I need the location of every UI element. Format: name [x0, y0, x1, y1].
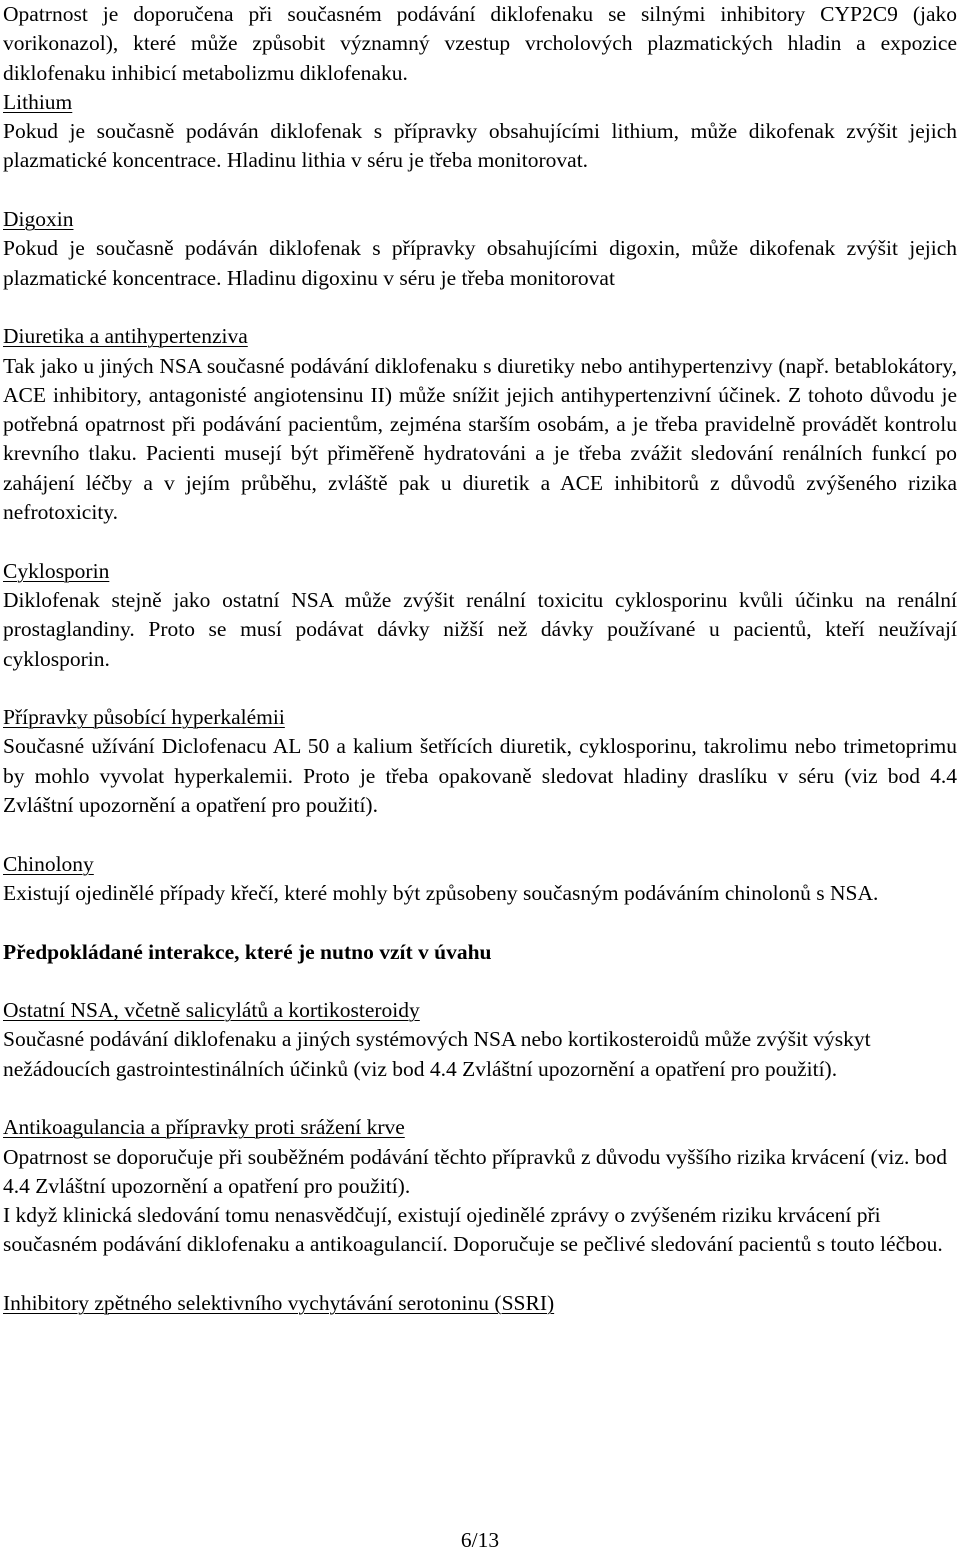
section-chinolony	[3, 850, 957, 909]
section-paragraph: Diklofenak stejně jako ostatní NSA může zvýšit renální toxicitu cyklosporinu kvůli účinku na renální prostaglandiny. Proto se musí podávat dávky nižší než dávky používané u pacientů, kteří neužívají cyklosporin.	[3, 587, 957, 671]
section-heading: Přípravky působící hyperkalémii	[3, 705, 285, 730]
section-heading: Antikoagulancia a přípravky proti srážení krve	[3, 1115, 405, 1140]
section-antikoagulancia	[3, 1113, 957, 1259]
section-paragraph: Existují ojedinělé případy křečí, které mohly být způsobeny současným podáváním chinolonů s NSA.	[3, 880, 879, 905]
section-heading: Chinolony	[3, 851, 94, 876]
section-lithium	[3, 88, 957, 176]
section-heading: Inhibitory zpětného selektivního vychytávání serotoninu (SSRI)	[3, 1291, 555, 1316]
section-ostatni-nsa	[3, 996, 957, 1084]
section-paragraph: Tak jako u jiných NSA současné podávání diklofenaku s diuretiky nebo antihypertenzivy (např. betablokátory, ACE inhibitory, antagonisté angiotensinu II) může snížit jejich antihypertenzivní účinek. Z tohoto důvodu je potřebná opatrnost při podávání pacientům, zejména starším osobám, a je třeba pravidelně provádět kontrolu krevního tlaku. Pacienti musejí být přiměřeně hydratováni a je třeba zvážit sledování renálních funkcí po zahájení léčby a v jejím průběhu, zvláště pak u diuretik a ACE inhibitorů z důvodů zvýšeného rizika nefrotoxicity.	[3, 353, 957, 525]
page-number: 6/13	[460, 1528, 500, 1552]
section-heading: Cyklosporin	[3, 558, 110, 583]
section-diuretika	[3, 322, 957, 527]
section-paragraph: Pokud je současně podáván diklofenak s přípravky obsahujícími digoxin, může dikofenak zvýšit jejich plazmatické koncentrace. Hladinu digoxinu v séru je třeba monitorovat	[3, 236, 957, 290]
document-page	[3, 0, 957, 1318]
main-heading: Předpokládané interakce, které je nutno vzít v úvahu	[3, 939, 492, 964]
section-paragraph: Opatrnost se doporučuje při souběžném podávání těchto přípravků z důvodu vyššího rizika krvácení (viz. bod 4.4 Zvláštní upozornění a opatření pro použití).	[3, 1144, 947, 1198]
section-paragraph: Současné užívání Diclofenacu AL 50 a kalium šetřících diuretik, cyklosporinu, takrolimu nebo trimetoprimu by mohlo vyvolat hyperkalemii. Proto je třeba opakovaně sledovat hladiny draslíku v séru (viz bod 4.4 Zvláštní upozornění a opatření pro použití).	[3, 734, 957, 818]
intro-paragraph: Opatrnost je doporučena při současném podávání diklofenaku se silnými inhibitory CYP2C9 (jako vorikonazol), které může způsobit významný vzestup vrcholových plazmatických hladin a expozice diklofenaku inhibicí metabolizmu diklofenaku.	[3, 2, 957, 85]
section-paragraph: Současné podávání diklofenaku a jiných systémových NSA nebo kortikosteroidů může zvýšit výskyt nežádoucích gastrointestinálních účinků (viz bod 4.4 Zvláštní upozornění a opatření pro použití).	[3, 1027, 871, 1081]
section-ssri	[3, 1289, 957, 1318]
section-heading: Diuretika a antihypertenziva	[3, 324, 248, 349]
section-paragraph: I když klinická sledování tomu nenasvědčují, existují ojedinělé zprávy o zvýšeném riziku krvácení při současném podávání diklofenaku a antikoagulancií. Doporučuje se pečlivé sledování pacientů s touto léčbou.	[3, 1203, 943, 1257]
section-cyklosporin	[3, 557, 957, 674]
section-paragraph: Pokud je současně podáván diklofenak s přípravky obsahujícími lithium, může dikofenak zvýšit jejich plazmatické koncentrace. Hladinu lithia v séru je třeba monitorovat.	[3, 119, 957, 173]
section-heading: Ostatní NSA, včetně salicylátů a kortikosteroidy	[3, 998, 420, 1023]
section-heading: Lithium	[3, 89, 73, 114]
section-heading: Digoxin	[3, 207, 74, 232]
section-digoxin	[3, 205, 957, 293]
section-hyperkalemie	[3, 703, 957, 820]
